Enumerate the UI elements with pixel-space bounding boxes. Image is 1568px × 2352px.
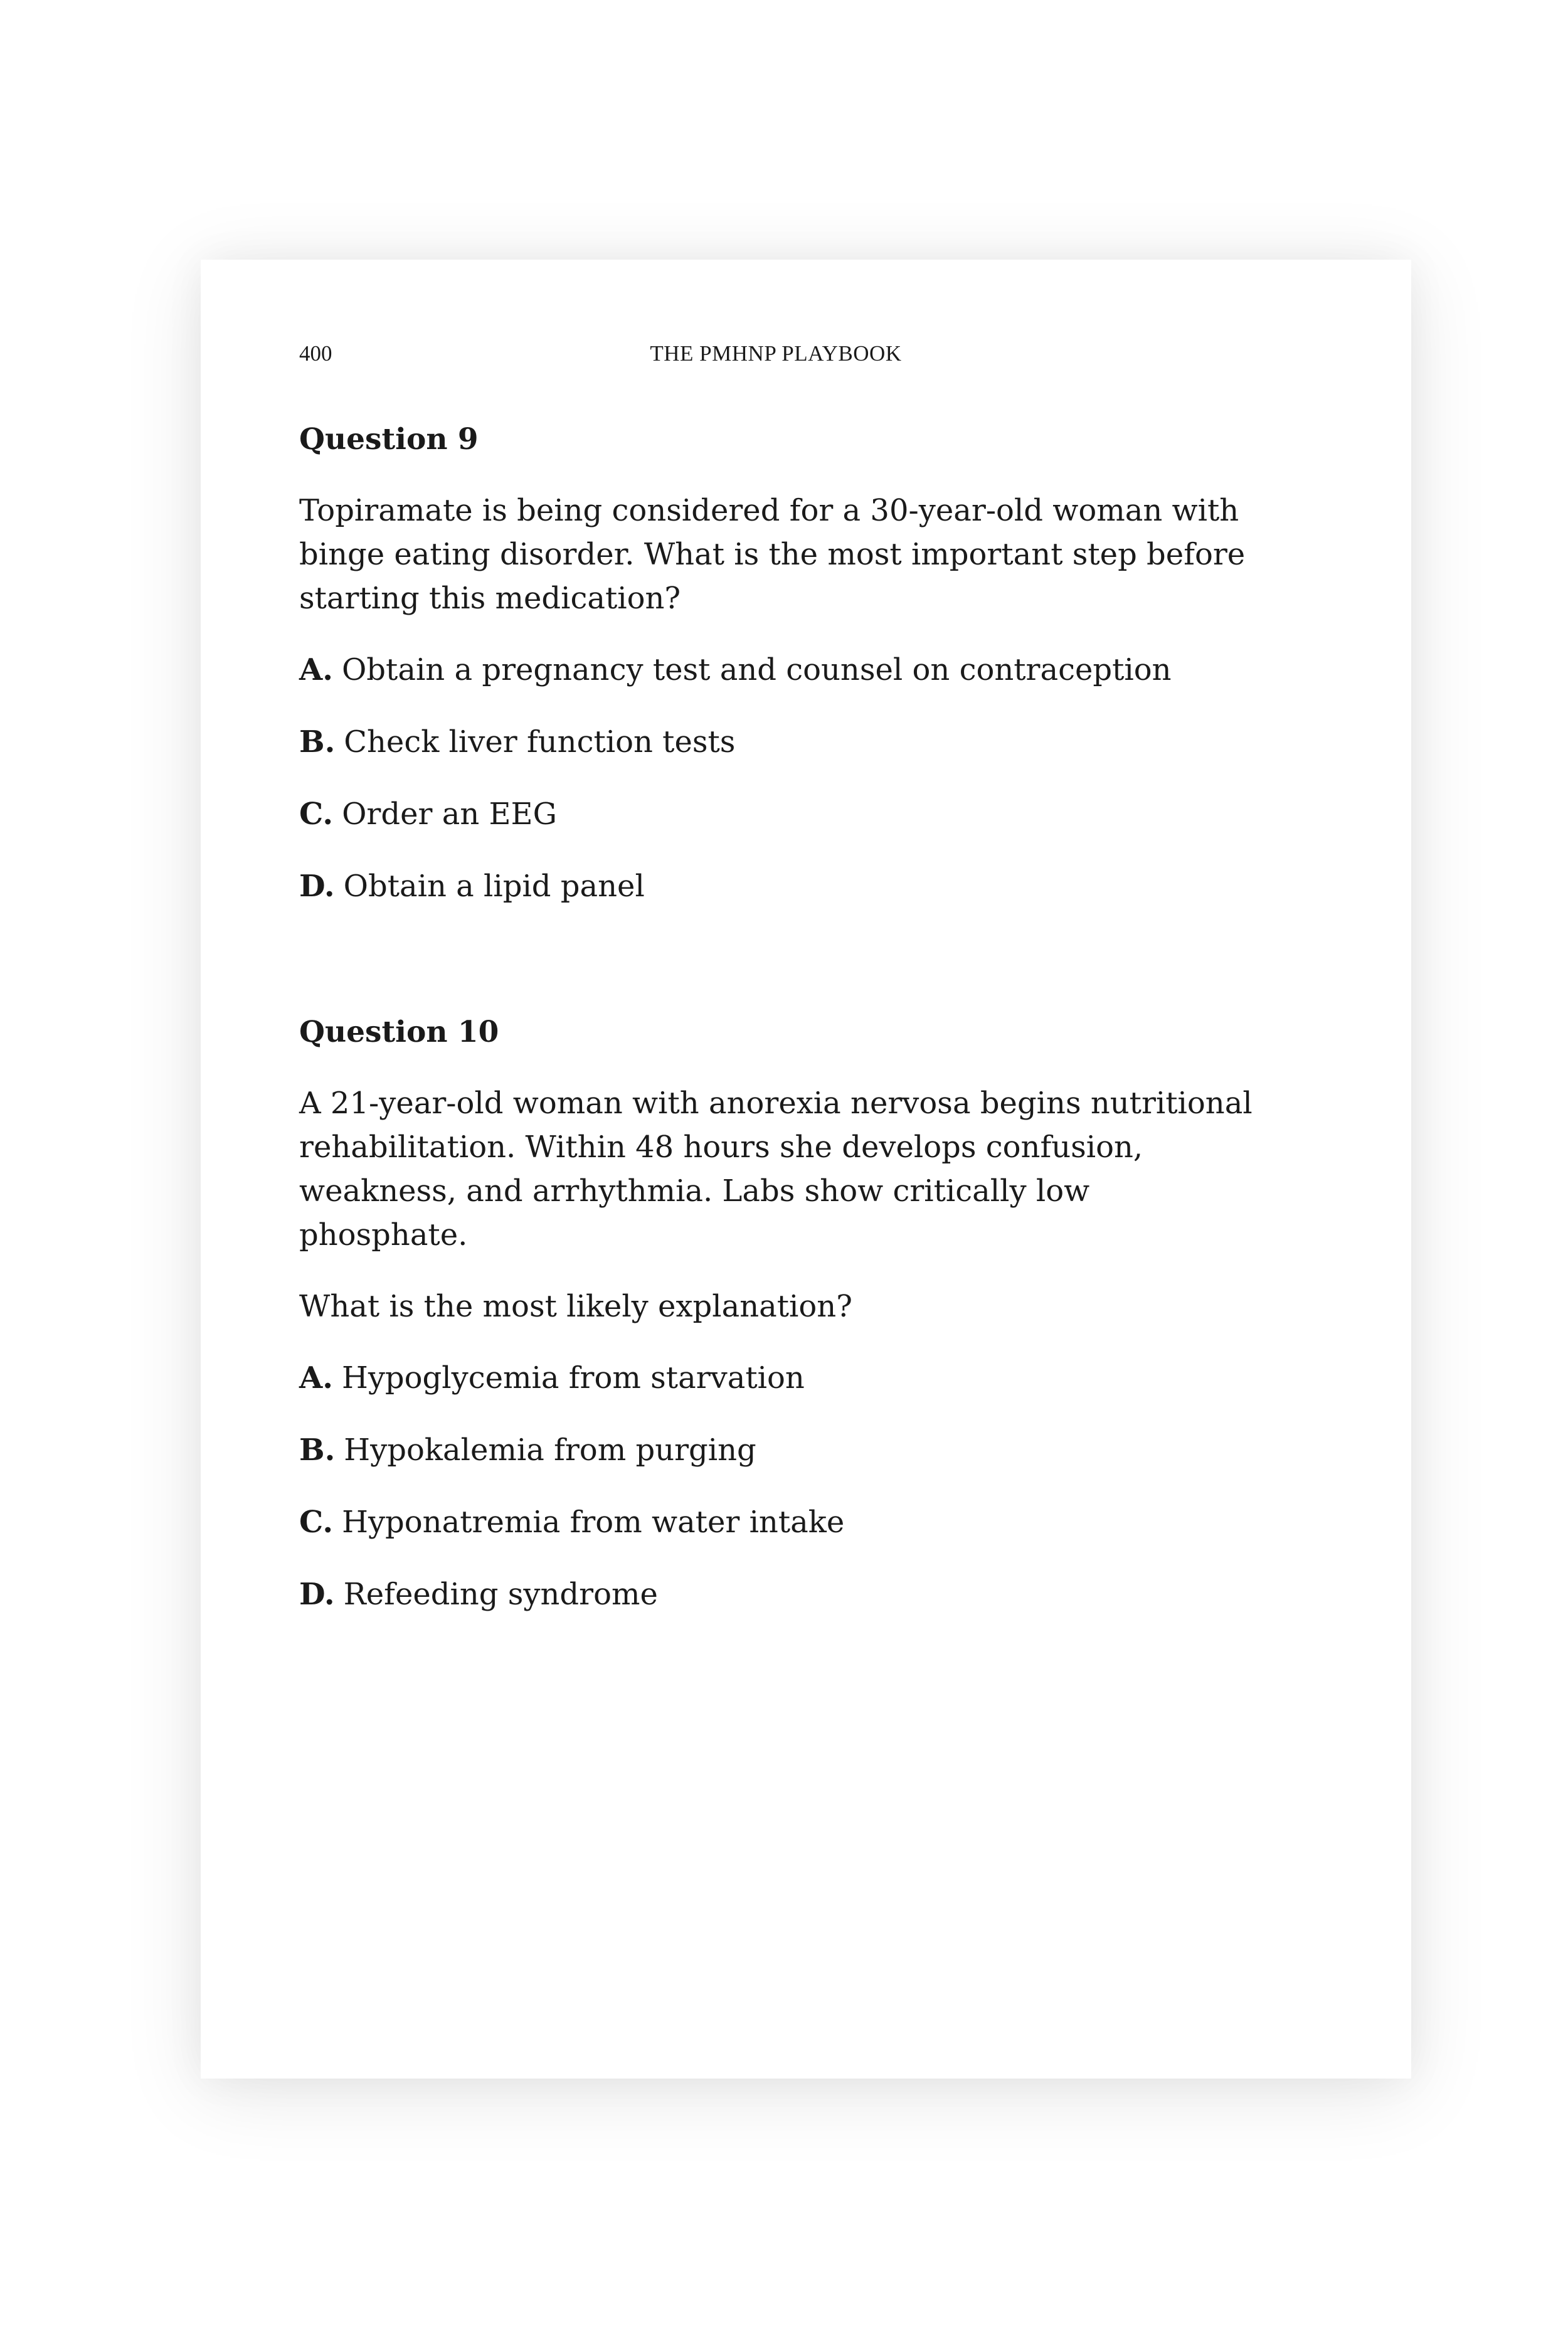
answer-option-b xyxy=(299,720,1253,764)
option-letter: C. xyxy=(299,797,334,832)
option-letter: C. xyxy=(299,1505,334,1540)
option-letter: D. xyxy=(299,1577,335,1612)
option-text: Hypoglycemia from starvation xyxy=(341,1360,805,1396)
option-text: Obtain a lipid panel xyxy=(343,869,645,904)
answer-option-a xyxy=(299,1356,1253,1400)
running-head xyxy=(299,341,1253,373)
answer-option-c xyxy=(299,792,1253,836)
option-letter: D. xyxy=(299,869,335,904)
option-letter: A. xyxy=(299,1360,333,1396)
page-content xyxy=(299,421,1253,1645)
option-text: Hypokalemia from purging xyxy=(344,1433,756,1468)
question-heading: Question 9 xyxy=(299,422,479,457)
option-letter: B. xyxy=(299,1433,336,1468)
question-stem: Topiramate is being considered for a 30-year-old woman with binge eating disorder. What is the most important step before starting this medication? xyxy=(299,493,1246,616)
book-page xyxy=(201,260,1411,2079)
answer-option-b xyxy=(299,1428,1253,1472)
question-prompt: What is the most likely explanation? xyxy=(299,1289,852,1324)
answer-option-d xyxy=(299,864,1253,908)
option-text: Obtain a pregnancy test and counsel on contraception xyxy=(341,652,1172,687)
page-number: 400 xyxy=(299,341,332,366)
option-text: Order an EEG xyxy=(342,797,557,832)
option-text: Hyponatremia from water intake xyxy=(342,1505,845,1540)
answer-option-c xyxy=(299,1500,1253,1544)
question-9 xyxy=(299,421,1253,908)
option-text: Refeeding syndrome xyxy=(343,1577,658,1612)
answer-option-d xyxy=(299,1572,1253,1616)
answer-option-a xyxy=(299,648,1253,692)
question-stem: A 21-year-old woman with anorexia nervosa begins nutritional rehabilitation. Within 48 hours she develops confusion, weakness, and arrhythmia. Labs show critically low phosphate. xyxy=(299,1086,1253,1253)
option-text: Check liver function tests xyxy=(344,724,736,760)
question-10 xyxy=(299,1014,1253,1616)
question-heading: Question 10 xyxy=(299,1015,499,1049)
book-title: THE PMHNP PLAYBOOK xyxy=(650,341,902,366)
option-letter: A. xyxy=(299,652,333,687)
option-letter: B. xyxy=(299,724,336,760)
